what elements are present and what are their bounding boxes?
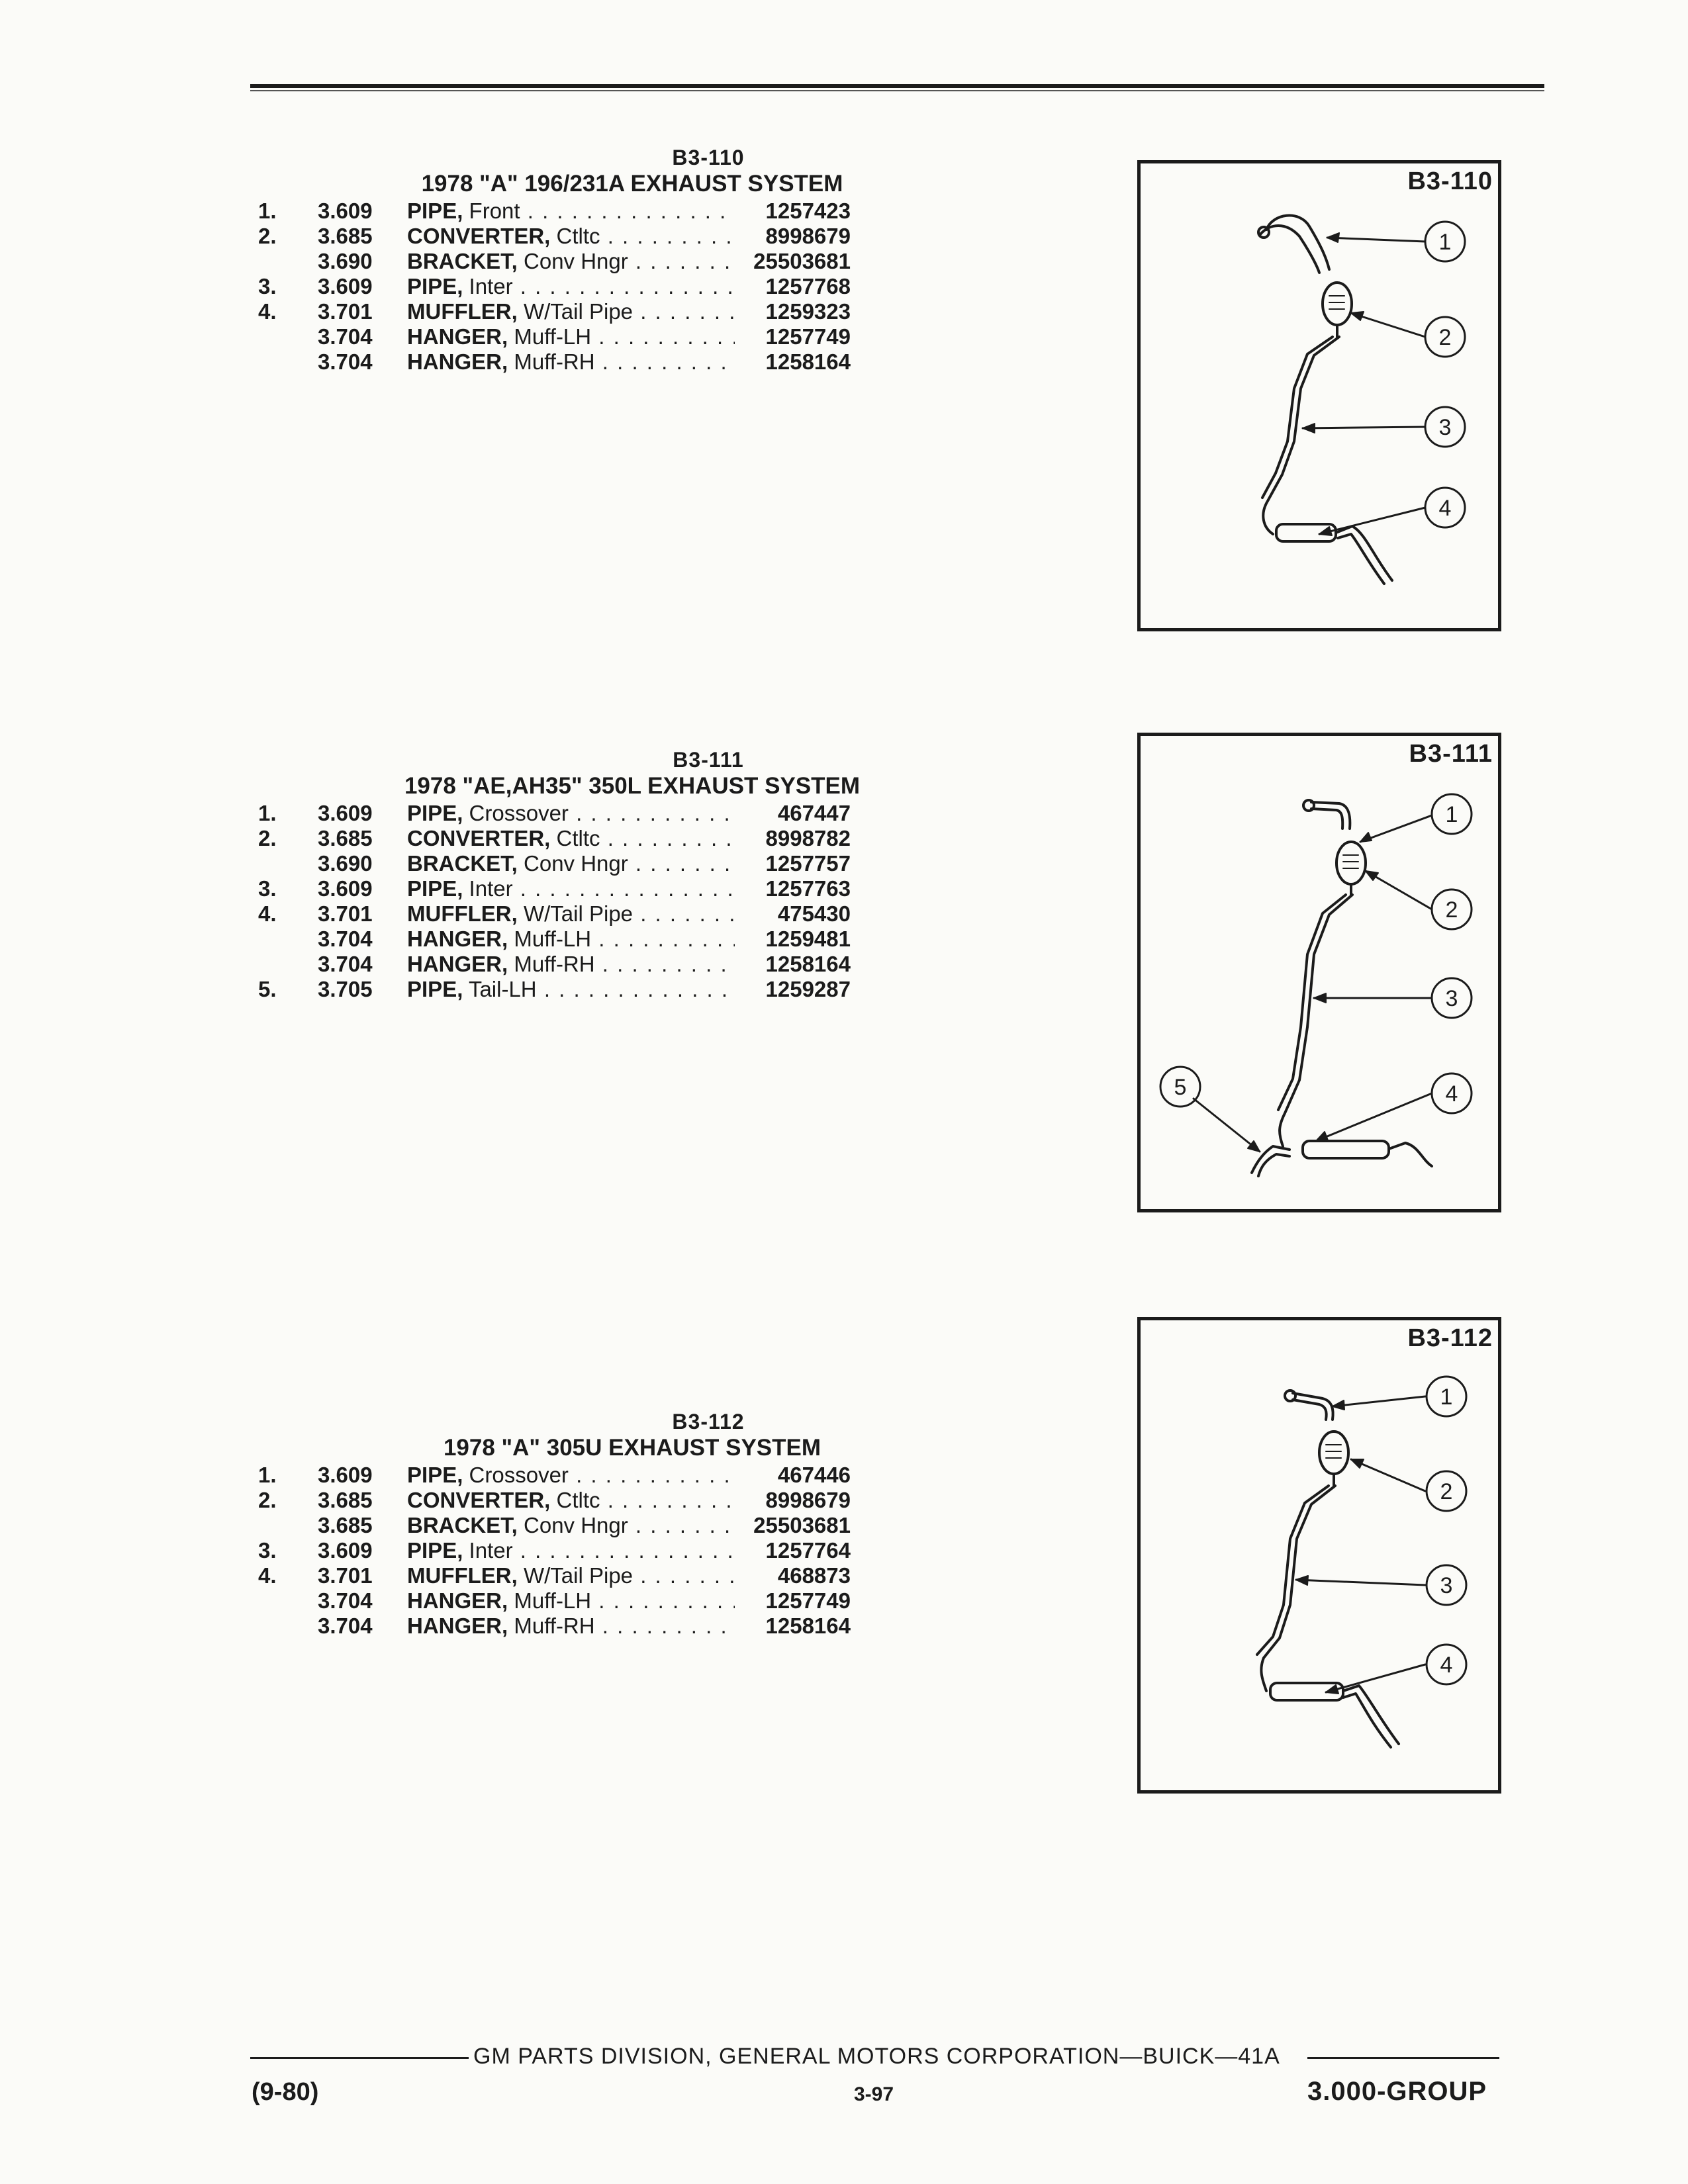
part-description bbox=[407, 876, 738, 901]
group-number: 3.704 bbox=[318, 927, 373, 951]
part-name: HANGER, bbox=[407, 952, 508, 976]
parts-row bbox=[258, 274, 880, 299]
part-description bbox=[407, 249, 738, 274]
part-name: MUFFLER, bbox=[407, 1563, 518, 1588]
part-number: 1257749 bbox=[735, 324, 851, 349]
part-detail: Muff-RH bbox=[514, 349, 595, 374]
part-description bbox=[407, 952, 738, 977]
callout-number: 5 bbox=[1174, 1075, 1187, 1100]
part-detail: Muff-RH bbox=[514, 1614, 595, 1638]
part-name: HANGER, bbox=[407, 324, 508, 349]
part-description bbox=[407, 1463, 738, 1488]
group-number: 3.609 bbox=[318, 801, 373, 825]
part-detail: Inter bbox=[469, 876, 513, 901]
part-number: 467446 bbox=[735, 1463, 851, 1488]
callout-number: 4 bbox=[1445, 1081, 1458, 1107]
part-number: 8998679 bbox=[735, 1488, 851, 1513]
part-detail: W/Tail Pipe bbox=[523, 1563, 633, 1588]
group-number: 3.685 bbox=[318, 1488, 373, 1512]
section-code: B3-111 bbox=[673, 748, 744, 772]
part-description bbox=[407, 927, 738, 952]
part-description bbox=[407, 1614, 738, 1639]
group-number: 3.701 bbox=[318, 299, 373, 324]
tail-pipe bbox=[1389, 1143, 1432, 1166]
part-number: 1257757 bbox=[735, 851, 851, 876]
parts-row bbox=[258, 1513, 880, 1538]
converter-shape bbox=[1319, 1432, 1348, 1474]
callout-number: 4 bbox=[1440, 1653, 1453, 1678]
part-description bbox=[407, 224, 738, 249]
parts-row bbox=[258, 1538, 880, 1563]
footer-rule-left bbox=[250, 2057, 469, 2059]
part-name: HANGER, bbox=[407, 927, 508, 951]
flange-icon bbox=[1303, 800, 1314, 811]
item-number: 2. bbox=[258, 224, 277, 248]
group-number: 3.701 bbox=[318, 901, 373, 926]
exhaust-diagram-b3-111 bbox=[1137, 733, 1501, 1212]
exhaust-system-illustration bbox=[1141, 736, 1498, 1209]
item-number: 1. bbox=[258, 1463, 277, 1487]
callout-number: 1 bbox=[1445, 802, 1458, 827]
item-number: 5. bbox=[258, 977, 277, 1001]
parts-row bbox=[258, 349, 880, 375]
group-number: 3.704 bbox=[318, 1614, 373, 1638]
flange-icon bbox=[1285, 1390, 1295, 1401]
callout-number: 3 bbox=[1438, 415, 1452, 440]
converter-shape bbox=[1323, 283, 1352, 325]
part-number: 1258164 bbox=[735, 1614, 851, 1639]
callout-number: 2 bbox=[1440, 1479, 1453, 1504]
part-number: 1259481 bbox=[735, 927, 851, 952]
part-detail: Muff-LH bbox=[514, 1588, 592, 1613]
callout-number: 3 bbox=[1440, 1573, 1453, 1598]
part-number: 468873 bbox=[735, 1563, 851, 1588]
part-detail: Conv Hngr bbox=[524, 851, 628, 876]
exhaust-system-illustration bbox=[1141, 1320, 1498, 1790]
part-detail: Conv Hngr bbox=[524, 1513, 628, 1537]
part-detail: Front bbox=[469, 199, 520, 223]
part-description bbox=[407, 801, 738, 826]
part-description bbox=[407, 826, 738, 851]
item-number: 3. bbox=[258, 1538, 277, 1563]
group-number: 3.609 bbox=[318, 199, 373, 223]
item-number: 4. bbox=[258, 1563, 277, 1588]
parts-row bbox=[258, 977, 880, 1002]
part-name: PIPE, bbox=[407, 1463, 463, 1487]
group-number: 3.701 bbox=[318, 1563, 373, 1588]
parts-row bbox=[258, 876, 880, 901]
callout-number: 2 bbox=[1445, 897, 1458, 923]
item-number: 1. bbox=[258, 199, 277, 223]
part-description bbox=[407, 1563, 738, 1588]
parts-row bbox=[258, 1463, 880, 1488]
parts-row bbox=[258, 224, 880, 249]
part-detail: W/Tail Pipe bbox=[523, 901, 633, 926]
part-number: 467447 bbox=[735, 801, 851, 826]
callout-number: 2 bbox=[1438, 325, 1452, 350]
parts-row bbox=[258, 901, 880, 927]
part-name: PIPE, bbox=[407, 977, 463, 1001]
part-number: 1259323 bbox=[735, 299, 851, 324]
section-code: B3-112 bbox=[672, 1410, 745, 1433]
parts-row bbox=[258, 324, 880, 349]
parts-row bbox=[258, 801, 880, 826]
top-rule bbox=[250, 84, 1544, 88]
muffler-shape bbox=[1303, 1141, 1389, 1158]
part-description bbox=[407, 274, 738, 299]
part-description bbox=[407, 851, 738, 876]
page-number: 3-97 bbox=[854, 2083, 894, 2105]
parts-row bbox=[258, 1588, 880, 1614]
part-description bbox=[407, 199, 738, 224]
part-detail: Inter bbox=[469, 274, 513, 298]
part-detail: Muff-RH bbox=[514, 952, 595, 976]
part-name: HANGER, bbox=[407, 1614, 508, 1638]
part-detail: Conv Hngr bbox=[524, 249, 628, 273]
part-number: 1257423 bbox=[735, 199, 851, 224]
converter-shape bbox=[1336, 842, 1366, 884]
part-detail: Ctltc bbox=[556, 1488, 600, 1512]
part-description bbox=[407, 299, 738, 324]
item-number: 4. bbox=[258, 901, 277, 926]
item-number: 1. bbox=[258, 801, 277, 825]
part-number: 25503681 bbox=[735, 1513, 851, 1538]
part-number: 1257763 bbox=[735, 876, 851, 901]
exhaust-diagram-b3-110 bbox=[1137, 160, 1501, 631]
group-number: 3.609 bbox=[318, 1538, 373, 1563]
part-name: PIPE, bbox=[407, 876, 463, 901]
footer-group: 3.000-GROUP bbox=[1307, 2077, 1487, 2106]
item-number: 2. bbox=[258, 1488, 277, 1512]
part-detail: W/Tail Pipe bbox=[523, 299, 633, 324]
parts-row bbox=[258, 249, 880, 274]
part-description bbox=[407, 977, 738, 1002]
part-number: 1258164 bbox=[735, 349, 851, 375]
part-description bbox=[407, 901, 738, 927]
part-name: PIPE, bbox=[407, 274, 463, 298]
part-description bbox=[407, 1513, 738, 1538]
part-name: CONVERTER, bbox=[407, 826, 551, 850]
part-description bbox=[407, 1538, 738, 1563]
part-detail: Ctltc bbox=[556, 826, 600, 850]
exhaust-diagram-b3-112 bbox=[1137, 1317, 1501, 1794]
diagram-label: B3-110 bbox=[1407, 167, 1493, 195]
part-description bbox=[407, 349, 738, 375]
footer-rule-right bbox=[1307, 2057, 1499, 2059]
part-number: 1257749 bbox=[735, 1588, 851, 1614]
part-name: PIPE, bbox=[407, 199, 463, 223]
crossover-pipe bbox=[1311, 802, 1350, 829]
parts-list bbox=[258, 199, 880, 375]
part-number: 1257764 bbox=[735, 1538, 851, 1563]
part-name: BRACKET, bbox=[407, 249, 518, 273]
group-number: 3.704 bbox=[318, 324, 373, 349]
part-number: 1259287 bbox=[735, 977, 851, 1002]
part-number: 8998679 bbox=[735, 224, 851, 249]
group-number: 3.609 bbox=[318, 1463, 373, 1487]
parts-row bbox=[258, 952, 880, 977]
part-detail: Crossover bbox=[469, 1463, 569, 1487]
group-number: 3.704 bbox=[318, 1588, 373, 1613]
group-number: 3.685 bbox=[318, 224, 373, 248]
intermediate-pipe bbox=[1263, 337, 1339, 534]
group-number: 3.685 bbox=[318, 826, 373, 850]
part-name: PIPE, bbox=[407, 801, 463, 825]
parts-row bbox=[258, 1563, 880, 1588]
part-description bbox=[407, 1588, 738, 1614]
item-number: 3. bbox=[258, 876, 277, 901]
part-name: BRACKET, bbox=[407, 1513, 518, 1537]
group-number: 3.704 bbox=[318, 952, 373, 976]
parts-row bbox=[258, 299, 880, 324]
callout-number: 4 bbox=[1438, 496, 1452, 521]
part-name: BRACKET, bbox=[407, 851, 518, 876]
section-title: 1978 "AE,AH35" 350L EXHAUST SYSTEM bbox=[404, 773, 861, 799]
part-number: 1257768 bbox=[735, 274, 851, 299]
parts-row bbox=[258, 826, 880, 851]
group-number: 3.690 bbox=[318, 249, 373, 273]
part-number: 475430 bbox=[735, 901, 851, 927]
parts-row bbox=[258, 851, 880, 876]
part-detail: Muff-LH bbox=[514, 324, 592, 349]
parts-list bbox=[258, 801, 880, 1002]
section-title: 1978 "A" 196/231A EXHAUST SYSTEM bbox=[421, 171, 843, 197]
section-title: 1978 "A" 305U EXHAUST SYSTEM bbox=[443, 1435, 821, 1461]
footer-publisher: GM PARTS DIVISION, GENERAL MOTORS CORPORATION—BUICK—41A bbox=[473, 2044, 1280, 2069]
group-number: 3.609 bbox=[318, 876, 373, 901]
part-description bbox=[407, 1488, 738, 1513]
group-number: 3.705 bbox=[318, 977, 373, 1001]
part-number: 25503681 bbox=[735, 249, 851, 274]
part-number: 1258164 bbox=[735, 952, 851, 977]
part-detail: Crossover bbox=[469, 801, 569, 825]
callout-number: 1 bbox=[1440, 1385, 1453, 1410]
exhaust-system-illustration bbox=[1141, 163, 1498, 628]
item-number: 2. bbox=[258, 826, 277, 850]
part-number: 8998782 bbox=[735, 826, 851, 851]
front-pipe bbox=[1266, 216, 1329, 269]
part-name: PIPE, bbox=[407, 1538, 463, 1563]
section-code: B3-110 bbox=[672, 146, 745, 169]
part-name: HANGER, bbox=[407, 1588, 508, 1613]
parts-row bbox=[258, 1488, 880, 1513]
part-description bbox=[407, 324, 738, 349]
part-name: CONVERTER, bbox=[407, 1488, 551, 1512]
part-name: HANGER, bbox=[407, 349, 508, 374]
parts-row bbox=[258, 1614, 880, 1639]
parts-list bbox=[258, 1463, 880, 1639]
parts-row bbox=[258, 199, 880, 224]
part-detail: Tail-LH bbox=[468, 977, 537, 1001]
diagram-label: B3-112 bbox=[1407, 1324, 1493, 1352]
group-number: 3.704 bbox=[318, 349, 373, 374]
callout-number: 3 bbox=[1445, 986, 1458, 1011]
top-rule-thin bbox=[250, 90, 1544, 91]
parts-row bbox=[258, 927, 880, 952]
group-number: 3.690 bbox=[318, 851, 373, 876]
item-number: 4. bbox=[258, 299, 277, 324]
group-number: 3.609 bbox=[318, 274, 373, 298]
footer-date: (9-80) bbox=[252, 2078, 319, 2106]
part-name: MUFFLER, bbox=[407, 299, 518, 324]
part-detail: Inter bbox=[469, 1538, 513, 1563]
part-name: MUFFLER, bbox=[407, 901, 518, 926]
part-detail: Ctltc bbox=[556, 224, 600, 248]
diagram-label: B3-111 bbox=[1409, 740, 1493, 768]
part-name: CONVERTER, bbox=[407, 224, 551, 248]
item-number: 3. bbox=[258, 274, 277, 298]
callout-number: 1 bbox=[1438, 230, 1452, 255]
part-detail: Muff-LH bbox=[514, 927, 592, 951]
group-number: 3.685 bbox=[318, 1513, 373, 1537]
